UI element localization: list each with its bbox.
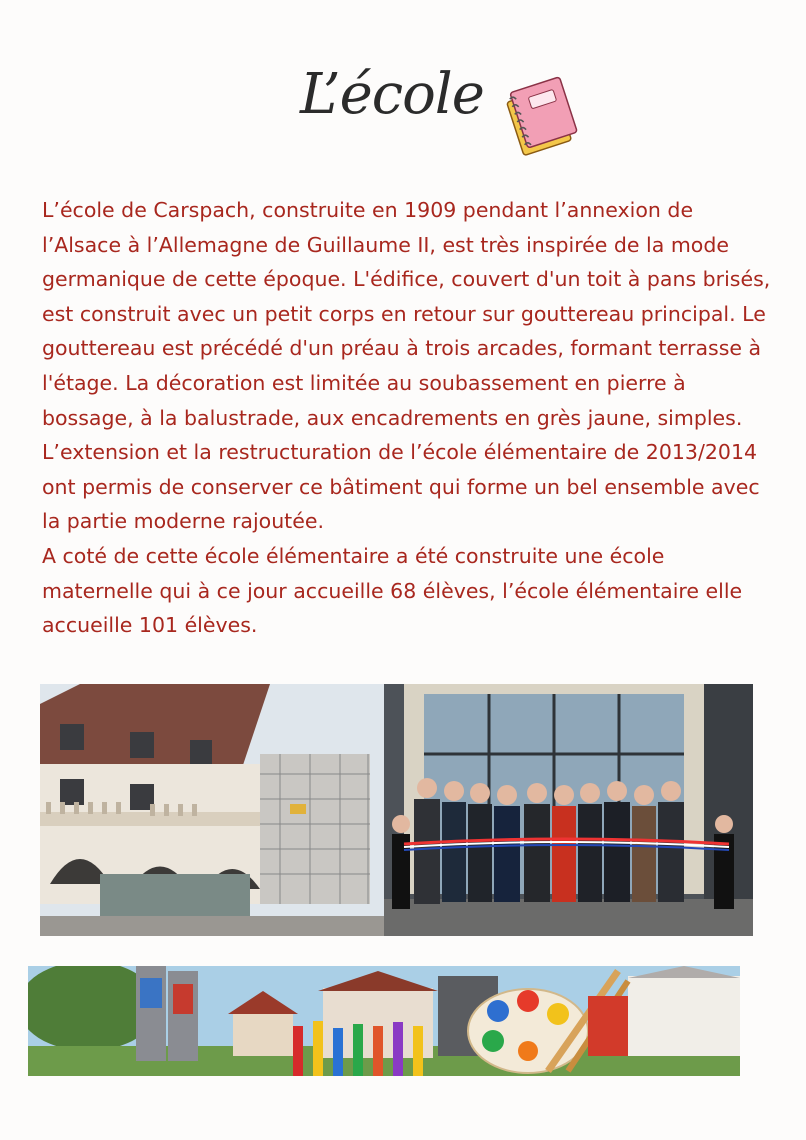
paragraph-2: A coté de cette école élémentaire a été construite une école maternelle qui à ce jour accueille 68 élèves, l’école élémentaire elle accueille 101 élèves. xyxy=(42,543,743,638)
school-building-photo xyxy=(40,684,384,936)
body-text xyxy=(42,193,772,643)
notebook-icon xyxy=(494,66,590,162)
inauguration-photo xyxy=(384,684,753,936)
page-title: L’école xyxy=(300,62,484,127)
village-collage-photo xyxy=(28,966,740,1076)
paragraph-1: L’école de Carspach, construite en 1909 pendant l’annexion de l’Alsace à l’Allemagne de Guillaume II, est très inspirée de la mode germanique de cette époque. L'édifice, couvert d'un toit à pans brisés, est construit avec un petit corps en retour sur gouttereau principal. Le gouttereau est précédé d'un préau à trois arcades, formant terrasse à l'étage. La décoration est limitée au soubassement en pierre à bossage, à la balustrade, aux encadrements en grès jaune, simples. L’extension et la restructuration de l’école élémentaire de 2013/2014 ont permis de conserver ce bâtiment qui forme un bel ensemble avec la partie moderne rajoutée. xyxy=(42,198,771,534)
